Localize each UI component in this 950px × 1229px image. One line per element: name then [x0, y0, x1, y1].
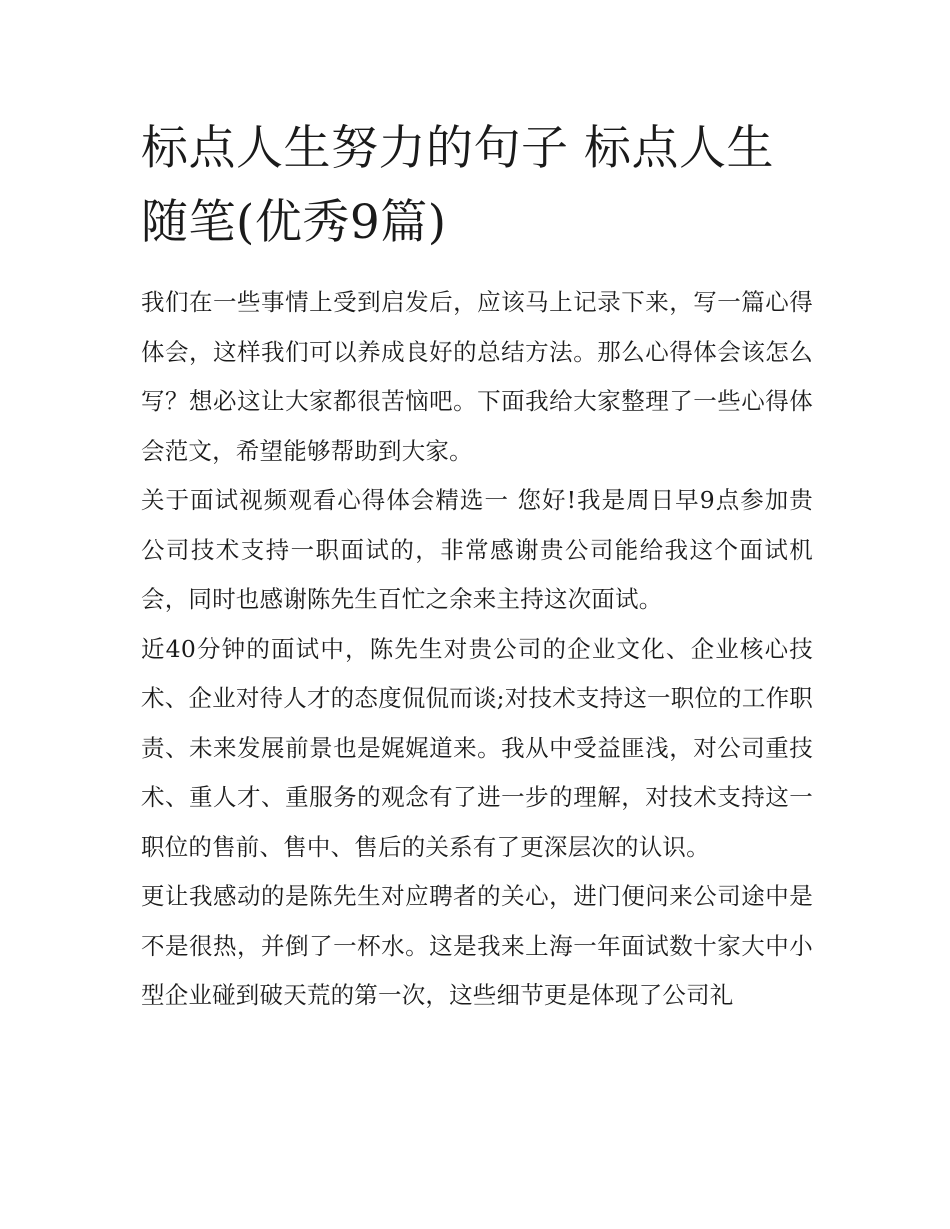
paragraph-interview: 近40分钟的面试中，陈先生对贵公司的企业文化、企业核心技术、企业对待人才的态度侃侃而谈;对技术支持这一职位的工作职责、未来发展前景也是娓娓道来。我从中受益匪浅，对公司重技术、重人才、重服务的观念有了进一步的理解，对技术支持这一职位的售前、售中、售后的关系有了更深层次的认识。 — [141, 634, 813, 861]
paragraph-greeting: 关于面试视频观看心得体会精选一 您好!我是周日早9点参加贵公司技术支持一职面试的，非常感谢贵公司能给我这个面试机会，同时也感谢陈先生百忙之余来主持这次面试。 — [141, 486, 813, 613]
paragraph-care: 更让我感动的是陈先生对应聘者的关心，进门便问来公司途中是不是很热，并倒了一杯水。这是我来上海一年面试数十家大中小型企业碰到破天荒的第一次，这些细节更是体现了公司礼 — [141, 882, 813, 1009]
document-title: 标点人生努力的句子 标点人生随笔(优秀9篇) — [141, 121, 774, 250]
paragraph-intro: 我们在一些事情上受到启发后，应该马上记录下来，写一篇心得体会，这样我们可以养成良好的总结方法。那么心得体会该怎么写？想必这让大家都很苦恼吧。下面我给大家整理了一些心得体会范文，希望能够帮助到大家。 — [141, 288, 813, 465]
document-page — [141, 112, 813, 1021]
